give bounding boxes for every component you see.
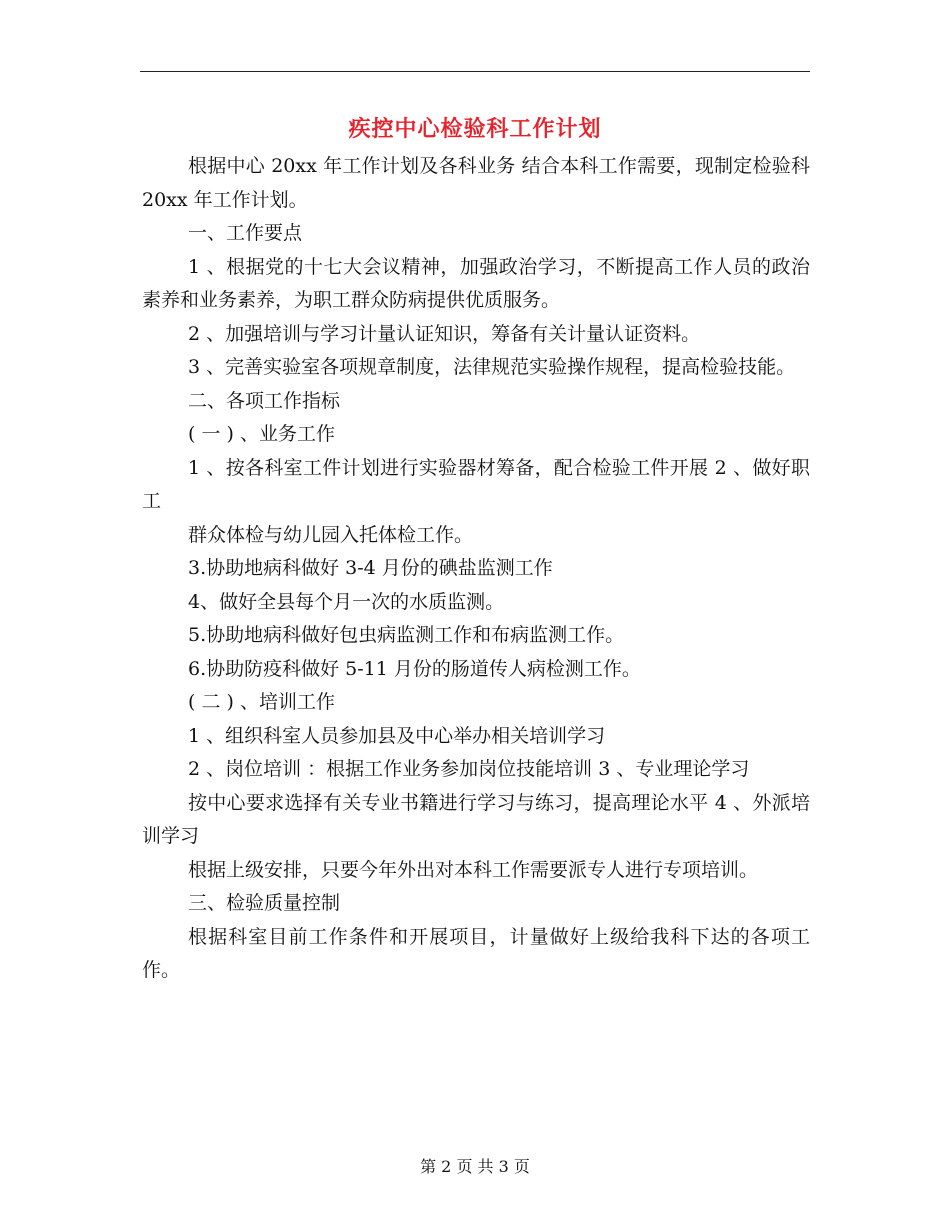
paragraph-business-1: 1 、按各科室工件计划进行实验器材筹备，配合检验工件开展 2 、做好职工 [142, 456, 810, 512]
header-rule [140, 71, 810, 72]
paragraph-business-4: 4、做好全县每个月一次的水质监测。 [188, 590, 505, 613]
paragraph-business-3: 3.协助地病科做好 3-4 月份的碘盐监测工作 [188, 557, 553, 579]
paragraph-business-5: 5.协助地病科做好包虫病监测工作和布病监测工作。 [188, 624, 625, 646]
paragraph-training-3: 按中心要求选择有关专业书籍进行学习与练习，提高理论水平 4 、外派培训学习 [142, 791, 810, 847]
document-title: 疾控中心检验科工作计划 [348, 116, 602, 142]
paragraph-training-4: 根据上级安排，只要今年外出对本科工作需要派专人进行专项培训。 [188, 858, 759, 881]
paragraph-point-3: 3 、完善实验室各项规章制度，法律规范实验操作规程，提高检验技能。 [188, 356, 796, 378]
document-body [142, 150, 810, 988]
section-heading-quality: 三、检验质量控制 [188, 892, 341, 914]
paragraph-business-6: 6.协助防疫科做好 5-11 月份的肠道传人病检测工作。 [188, 657, 641, 680]
section-heading-work-points: 一、工作要点 [188, 222, 303, 244]
paragraph-training-1: 1 、组织科室人员参加县及中心举办相关培训学习 [188, 724, 606, 747]
paragraph-intro: 根据中心 20xx 年工作计划及各科业务 结合本科工作需要，现制定检验科 20xx 年工作计划。 [142, 155, 810, 211]
page-footer: 第 2 页 共 3 页 [420, 1157, 530, 1176]
subsection-heading-business: ( 一 ) 、业务工作 [188, 423, 335, 445]
paragraph-point-1: 1 、根据党的十七大会议精神，加强政治学习，不断提高工作人员的政治素养和业务素养，为职工群众防病提供优质服务。 [142, 255, 810, 311]
section-heading-indicators: 二、各项工作指标 [188, 389, 341, 412]
paragraph-point-2: 2 、加强培训与学习计量认证知识，筹备有关计量认证资料。 [188, 322, 701, 345]
subsection-heading-training: ( 二 ) 、培训工作 [188, 691, 335, 713]
paragraph-quality: 根据科室目前工作条件和开展项目，计量做好上级给我科下达的各项工作。 [142, 925, 810, 981]
paragraph-training-2: 2 、岗位培训 ：根据工作业务参加岗位技能培训 3 、专业理论学习 [188, 758, 750, 780]
paragraph-business-2: 群众体检与幼儿园入托体检工作。 [188, 523, 474, 546]
